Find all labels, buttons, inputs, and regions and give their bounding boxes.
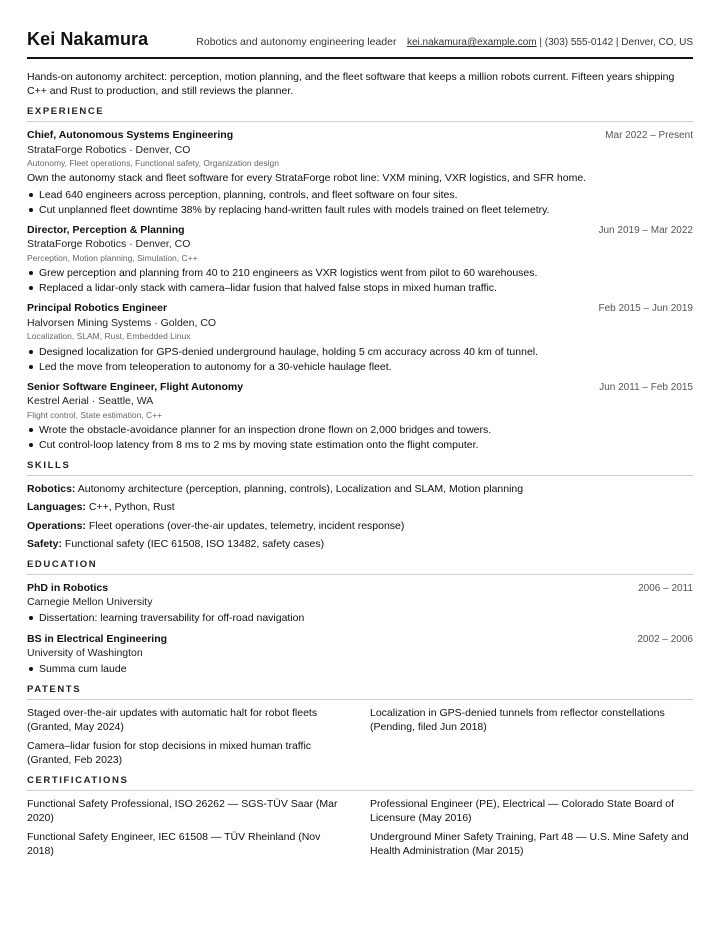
education-bullet: Dissertation: learning traversability for off-road navigation [27, 611, 693, 625]
skill-value: Functional safety (IEC 61508, ISO 13482, safety cases) [62, 537, 325, 550]
job-org: Halvorsen Mining Systems · Golden, CO [27, 316, 217, 329]
job-tags: Localization, SLAM, Rust, Embedded Linux [27, 331, 191, 342]
certification-item: Functional Safety Engineer, IEC 61508 — TÜV Rheinland (Nov 2018) [27, 830, 321, 857]
job-bullet: Grew perception and planning from 40 to 210 engineers as VXR logistics went from pilot to 60 warehouses. [27, 266, 693, 280]
job-org: StrataForge Robotics · Denver, CO [27, 143, 191, 156]
education-bullets [27, 662, 693, 676]
skill-value: C++, Python, Rust [85, 501, 175, 514]
degree-title: PhD in Robotics [27, 581, 109, 594]
skill-row [27, 500, 693, 514]
job-bullet: Lead 640 engineers across perception, planning, controls, and fleet software on four sites. [27, 188, 693, 202]
candidate-tagline: Robotics and autonomy engineering leader [196, 36, 397, 48]
patent-item: Localization in GPS-denied tunnels from reflector constellations (Pending, filed Jun 2018) [370, 707, 665, 734]
job-bullets [27, 423, 693, 452]
job-bullets [27, 188, 693, 217]
job-title: Director, Perception & Planning [27, 223, 185, 236]
job-entry [27, 301, 693, 373]
certification-item: Functional Safety Professional, ISO 26262 — SGS-TÜV Saar (Mar 2020) [27, 798, 338, 825]
job-org: StrataForge Robotics · Denver, CO [27, 238, 191, 251]
skill-value: Autonomy architecture (perception, planning, controls), Localization and SLAM, Motion planning [75, 483, 524, 496]
job-title: Chief, Autonomous Systems Engineering [27, 129, 234, 142]
job-bullet: Cut unplanned fleet downtime 38% by replacing hand-written fault rules with models trained on fleet telemetry. [27, 203, 693, 217]
job-bullets [27, 345, 693, 374]
job-bullet: Replaced a lidar-only stack with camera–lidar fusion that halved false stops in mixed human traffic. [27, 281, 693, 295]
section-title-experience: EXPERIENCE [27, 106, 693, 122]
job-bullet: Designed localization for GPS-denied underground haulage, holding 5 cm accuracy across 40 km of tunnel. [27, 345, 693, 359]
skill-value: Fleet operations (over-the-air updates, telemetry, incident response) [85, 519, 405, 532]
job-tags: Perception, Motion planning, Simulation, C++ [27, 252, 198, 263]
job-bullet: Wrote the obstacle-avoidance planner for an inspection drone flown on 2,000 bridges and towers. [27, 423, 693, 437]
job-title: Senior Software Engineer, Flight Autonomy [27, 380, 244, 393]
job-entry [27, 223, 693, 295]
job-tags: Autonomy, Fleet operations, Functional safety, Organization design [27, 157, 279, 168]
email-link[interactable]: kei.nakamura@example.com [406, 37, 537, 48]
skill-row [27, 537, 693, 551]
job-tags: Flight control, State estimation, C++ [27, 409, 163, 420]
skill-label: Safety: [27, 537, 63, 550]
education-bullet: Summa cum laude [27, 662, 693, 676]
skill-row [27, 519, 693, 533]
education-entry [27, 632, 693, 677]
patents-grid [27, 706, 693, 767]
job-bullet: Led the move from teleoperation to autonomy for a 30-vehicle haulage fleet. [27, 360, 693, 374]
skills-list [27, 482, 693, 551]
degree-title: BS in Electrical Engineering [27, 632, 168, 645]
summary: Hands-on autonomy architect: perception, motion planning, and the fleet software that keeps a million robots current. Fifteen years shipping C++ and Rust to production, and still reviews the planner. [27, 71, 675, 98]
job-entry [27, 128, 693, 217]
section-title-patents: PATENTS [27, 684, 693, 700]
education-bullets [27, 611, 693, 625]
school-name: University of Washington [27, 647, 143, 659]
patent-item: Staged over-the-air updates with automatic halt for robot fleets (Granted, May 2024) [27, 707, 318, 734]
patent-item: Camera–lidar fusion for stop decisions in mixed human traffic (Granted, Feb 2023) [27, 739, 312, 766]
job-description: Own the autonomy stack and fleet software for every StrataForge robot line: VXM mining, VXR logistics, and SFR home. [27, 172, 587, 185]
education-entry [27, 581, 693, 626]
education-date: 2002 – 2006 [637, 633, 693, 645]
contact-details: | (303) 555-0142 | Denver, CO, US [536, 37, 693, 48]
job-org: Kestrel Aerial · Seattle, WA [27, 395, 154, 408]
section-title-skills: SKILLS [27, 460, 693, 476]
skill-label: Languages: [27, 501, 86, 514]
job-date: Jun 2011 – Feb 2015 [599, 381, 693, 393]
resume-header [27, 27, 693, 59]
job-date: Feb 2015 – Jun 2019 [598, 303, 693, 315]
job-date: Mar 2022 – Present [605, 130, 693, 142]
candidate-name: Kei Nakamura [27, 29, 149, 49]
skill-label: Robotics: [27, 483, 76, 496]
job-title: Principal Robotics Engineer [27, 302, 168, 315]
certification-item: Underground Miner Safety Training, Part 48 — U.S. Mine Safety and Health Administration (Mar 2015) [370, 830, 689, 857]
skill-label: Operations: [27, 519, 86, 532]
certification-item: Professional Engineer (PE), Electrical — Colorado State Board of Licensure (May 2016) [370, 798, 675, 825]
contact-info [407, 36, 693, 50]
school-name: Carnegie Mellon University [27, 596, 153, 609]
section-title-certifications: CERTIFICATIONS [27, 775, 693, 791]
section-title-education: EDUCATION [27, 559, 693, 575]
job-bullets [27, 266, 693, 295]
certifications-grid [27, 797, 693, 858]
skill-row [27, 482, 693, 496]
education-date: 2006 – 2011 [638, 582, 693, 594]
job-date: Jun 2019 – Mar 2022 [598, 224, 693, 236]
job-entry [27, 380, 693, 452]
job-bullet: Cut control-loop latency from 8 ms to 2 ms by moving state estimation onto the flight computer. [27, 438, 693, 452]
